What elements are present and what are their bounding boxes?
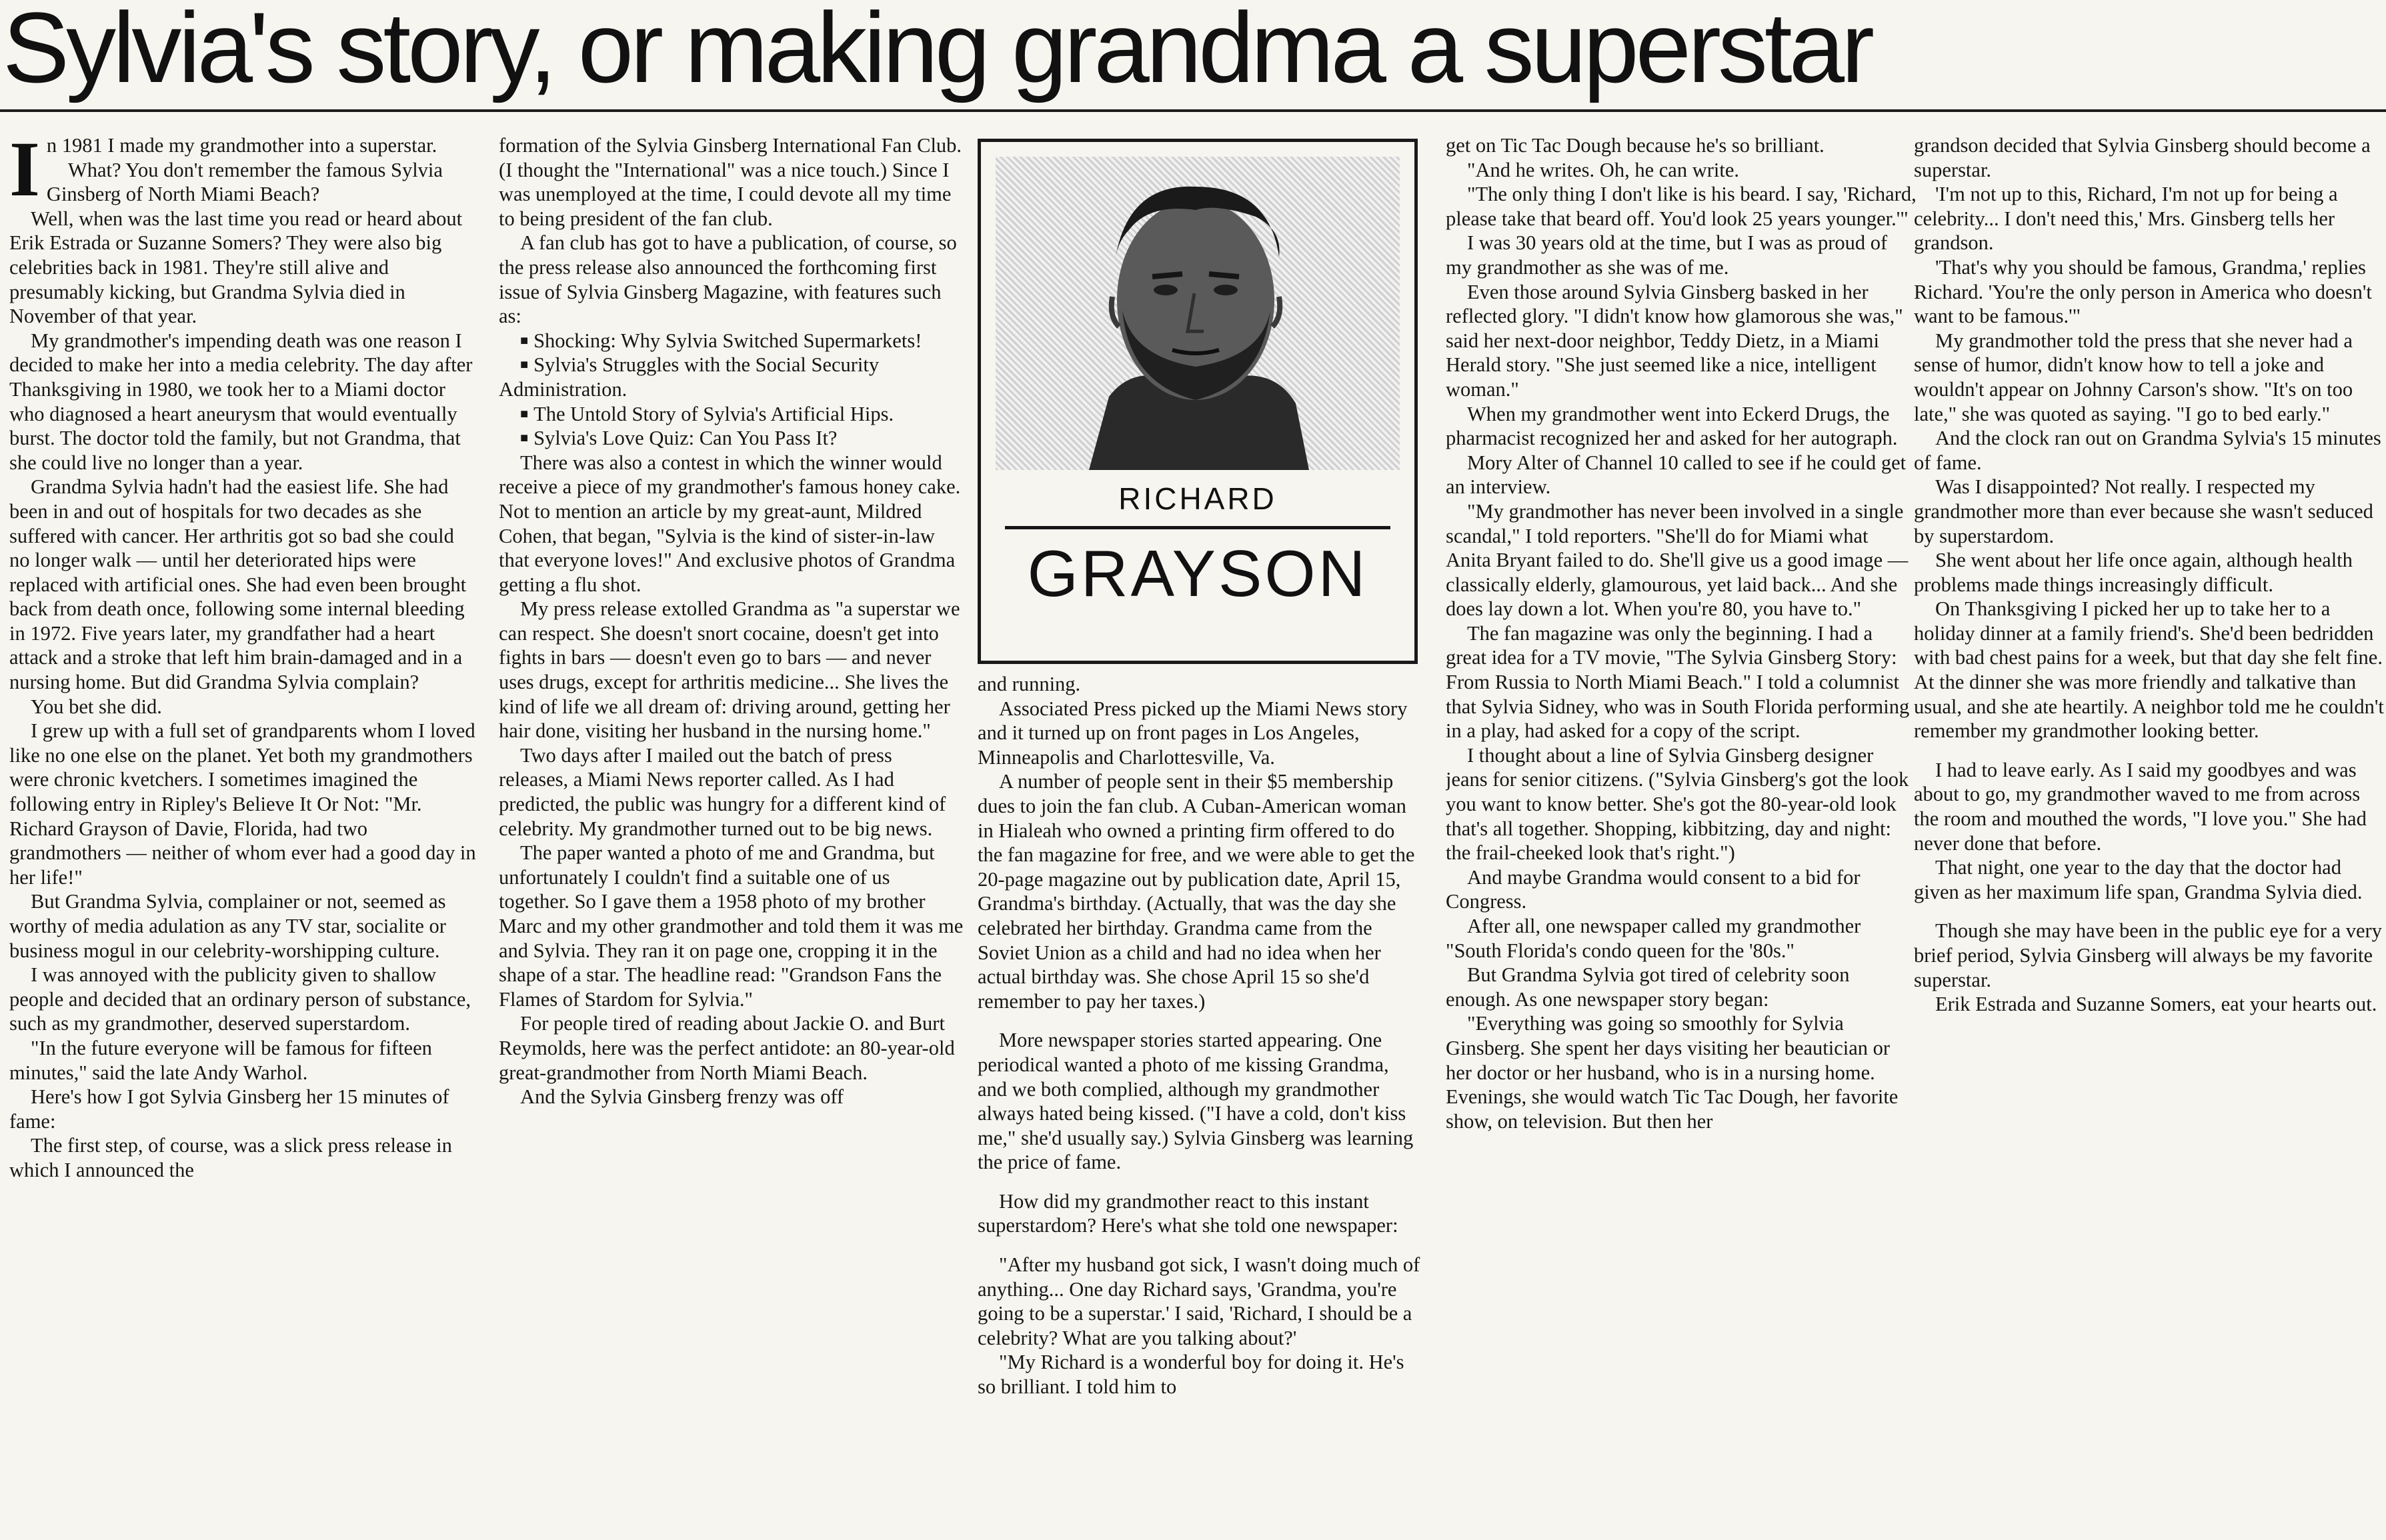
article-paragraph xyxy=(9,1133,476,1182)
article-paragraph xyxy=(1914,133,2384,182)
paragraph-text: I was annoyed with the publicity given to shallow people and decided that an ordinary person of substance, such as my grandmother, deserved superstardom. xyxy=(9,963,471,1035)
paragraph-text: I thought about a line of Sylvia Ginsberg designer jeans for senior citizens. ("Sylvia Ginsberg's got the look you want to know better. She's got the 80-year-old look that's all together. Shopping, kibbitzing, day and night: the frail-cheeked look that's right.") xyxy=(1446,743,1909,865)
paragraph-text: and running. xyxy=(978,673,1081,695)
paragraph-text: You bet she did. xyxy=(31,695,162,718)
article-paragraph xyxy=(9,719,476,889)
paragraph-text: But Grandma Sylvia, complainer or not, seemed as worthy of media adulation as any TV star, socialite or business mogul in our celebrity-worshipping culture. xyxy=(9,890,446,962)
article-paragraph xyxy=(1446,914,1917,963)
article-paragraph xyxy=(9,475,476,694)
article-paragraph xyxy=(1914,426,2384,475)
article-paragraph xyxy=(1446,451,1917,499)
headline: Sylvia's story, or making grandma a superstar xyxy=(3,0,1872,103)
article-paragraph xyxy=(1446,743,1917,865)
paragraph-text: "After my husband got sick, I wasn't doing much of anything... One day Richard says, 'Grandma, you're going to be a superstar.' I said, 'Richard, I should be a celebrity? What are you talking about?' xyxy=(978,1253,1420,1349)
paragraph-text: And the Sylvia Ginsberg frenzy was off xyxy=(520,1085,844,1109)
article-paragraph xyxy=(499,353,966,401)
article-paragraph xyxy=(1914,329,2384,426)
paragraph-text: A number of people sent in their $5 membership dues to join the fan club. A Cuban-American woman in Hialeah who owned a printing firm offered to do the fan magazine for free, and we were able to get the 20-page magazine out by publication date, April 15, Grandma's birthday. (Actually, that was the day she celebrated her birthday. Grandma came from the Soviet Union as a child and had no idea when her actual birthday was. She chose April 15 so she'd remember to pay her taxes.) xyxy=(978,770,1415,1013)
paragraph-text: get on Tic Tac Dough because he's so brilliant. xyxy=(1446,134,1825,157)
paragraph-text: When my grandmother went into Eckerd Drugs, the pharmacist recognized her and asked for her autograph. xyxy=(1446,402,1898,450)
article-paragraph xyxy=(9,329,476,475)
article-paragraph xyxy=(978,1189,1423,1238)
square-bullet-icon: ■ xyxy=(520,406,529,421)
paragraph-text: A fan club has got to have a publication, of course, so the press release also announced the forthcoming first issue of Sylvia Ginsberg Magazine, with features such as: xyxy=(499,231,957,328)
author-photo xyxy=(996,157,1400,470)
paragraph-text: How did my grandmother react to this instant superstardom? Here's what she told one newspaper: xyxy=(978,1189,1398,1237)
byline-first-name: RICHARD xyxy=(1118,481,1277,516)
article-paragraph xyxy=(1914,992,2384,1017)
paragraph-text: After all, one newspaper called my grandmother "South Florida's condo queen for the '80s." xyxy=(1446,915,1861,962)
paragraph-text: On Thanksgiving I picked her up to take her to a holiday dinner at a family friend's. She'd been bedridden with bad chest pains for a week, but that day she felt fine. At the dinner she was more friendly and talkative than usual, and she ate heartily. A neighbor told me he couldn't remember my grandmother looking better. xyxy=(1914,597,2384,743)
square-bullet-icon: ■ xyxy=(520,431,529,446)
paragraph-text: formation of the Sylvia Ginsberg International Fan Club. (I thought the "International" was a nice touch.) Since I was unemployed at the time, I could devote all my time to being president of the fan club. xyxy=(499,134,962,230)
column-5 xyxy=(1914,133,2384,1537)
paragraph-text: Sylvia's Struggles with the Social Security Administration. xyxy=(499,353,880,401)
paragraph-text: The fan magazine was only the beginning. I had a great idea for a TV movie, "The Sylvia Ginsberg Story: From Russia to North Miami Beach." I told a columnist that Sylvia Sidney, who was in South Florida performing in a play, had asked for a copy of the script. xyxy=(1446,621,1910,743)
paragraph-text: What? You don't remember the famous Sylvia Ginsberg of North Miami Beach? xyxy=(46,158,443,206)
paragraph-text: Was I disappointed? Not really. I respected my grandmother more than ever because she wasn't seduced by superstardom. xyxy=(1914,475,2373,547)
column-4 xyxy=(1446,133,1917,1537)
article-paragraph xyxy=(499,402,966,427)
article-paragraph xyxy=(1446,1011,1917,1133)
paragraph-text: Two days after I mailed out the batch of press releases, a Miami News reporter called. As I had predicted, the public was hungry for a different kind of celebrity. My grandmother turned out to be big news. xyxy=(499,743,946,840)
paragraph-text: n 1981 I made my grandmother into a superstar. xyxy=(46,134,437,157)
paragraph-text: I grew up with a full set of grandparents whom I loved like no one else on the planet. Yet both my grandmothers were chronic kvetchers. I sometimes imagined the following entry in Ripley's Believe It Or Not: "Mr. Richard Grayson of Davie, Florida, had two grandmothers — neither of whom ever had a good day in her life!" xyxy=(9,719,476,889)
article-paragraph xyxy=(1446,231,1917,279)
paragraph-text: Though she may have been in the public eye for a very brief period, Sylvia Ginsberg will always be my favorite superstar. xyxy=(1914,919,2382,991)
article-paragraph xyxy=(978,769,1423,1013)
article-paragraph xyxy=(1914,758,2384,855)
article-paragraph xyxy=(9,963,476,1036)
article-paragraph xyxy=(978,1253,1423,1350)
article-paragraph xyxy=(1446,280,1917,402)
article-paragraph xyxy=(1914,597,2384,743)
paragraph-text: My press release extolled Grandma as "a superstar we can respect. She doesn't snort cocaine, doesn't get into fights in bars — doesn't even go to bars — and never uses drugs, except for arthritis medicine... She lives the kind of life we all dream of: driving around, getting her hair done, visiting her husband in the nursing home." xyxy=(499,597,960,743)
paragraph-text: Associated Press picked up the Miami News story and it turned up on front pages in Los Angeles, Minneapolis and Charlottesville, Va. xyxy=(978,697,1408,769)
byline-rule xyxy=(1005,526,1390,529)
article-paragraph xyxy=(1446,621,1917,743)
paragraph-text: "My Richard is a wonderful boy for doing it. He's so brilliant. I told him to xyxy=(978,1351,1404,1399)
paragraph-text: I had to leave early. As I said my goodbyes and was about to go, my grandmother waved to me from across the room and mouthed the words, "I love you." She had never done that before. xyxy=(1914,758,2367,855)
paragraph-text: Here's how I got Sylvia Ginsberg her 15 minutes of fame: xyxy=(9,1085,449,1133)
column-1 xyxy=(9,133,476,1537)
article-paragraph xyxy=(499,329,966,353)
paragraph-text: Erik Estrada and Suzanne Somers, eat your hearts out. xyxy=(1935,993,2377,1016)
article-paragraph xyxy=(1914,855,2384,904)
article-paragraph xyxy=(9,158,476,207)
article-paragraph xyxy=(9,695,476,719)
paragraph-text: Shocking: Why Sylvia Switched Supermarkets! xyxy=(533,329,922,352)
paragraph-text: Grandma Sylvia hadn't had the easiest life. She had been in and out of hospitals for two decades as she suffered with cancer. Her arthritis got so bad she could no longer walk — until her deteriorated hips were replaced with artificial ones. She had even been brought back from death once, following some internal bleeding in 1972. Five years later, my grandfather had a heart attack and a stroke that left him brain-damaged and in a nursing home. But did Grandma Sylvia complain? xyxy=(9,475,467,694)
article-paragraph xyxy=(499,1085,966,1109)
article-paragraph xyxy=(1446,402,1917,451)
paragraph-text: The Untold Story of Sylvia's Artificial Hips. xyxy=(533,402,894,425)
article-paragraph xyxy=(1446,158,1917,183)
article-paragraph xyxy=(1914,255,2384,329)
paragraph-text: grandson decided that Sylvia Ginsberg should become a superstar. xyxy=(1914,134,2371,181)
article-paragraph xyxy=(499,451,966,597)
author-portrait-box xyxy=(978,139,1418,664)
article-paragraph xyxy=(1446,182,1917,231)
article-paragraph xyxy=(499,841,966,1011)
paragraph-text: There was also a contest in which the winner would receive a piece of my grandmother's famous honey cake. Not to mention an article by my great-aunt, Mildred Cohen, that began, "Sylvia is the kind of sister-in-law that everyone loves!" And exclusive photos of Grandma getting a flu shot. xyxy=(499,451,961,596)
article-paragraph xyxy=(1446,963,1917,1011)
paragraph-text: "Everything was going so smoothly for Sylvia Ginsberg. She spent her days visiting her beautician or her doctor or her husband, who is in a nursing home. Evenings, she would watch Tic Tac Dough, her favorite show, on television. But then her xyxy=(1446,1012,1899,1133)
paragraph-text: "In the future everyone will be famous for fifteen minutes," said the late Andy Warhol. xyxy=(9,1036,432,1084)
column-3 xyxy=(978,672,1423,1537)
article-paragraph xyxy=(9,1036,476,1085)
paragraph-text: She went about her life once again, although health problems made things increasingly difficult. xyxy=(1914,549,2353,596)
square-bullet-icon: ■ xyxy=(520,333,529,348)
article-paragraph xyxy=(1914,548,2384,597)
drop-cap: I xyxy=(9,133,40,213)
paragraph-text: Even those around Sylvia Ginsberg basked in her reflected glory. "I didn't know how glamorous she was," said her next-door neighbor, Teddy Dietz, in a Miami Herald story. "She just seemed like a nice, intelligent woman." xyxy=(1446,280,1903,401)
paragraph-text: My grandmother's impending death was one reason I decided to make her into a media celebrity. The day after Thanksgiving in 1980, we took her to a Miami doctor who diagnosed a heart aneurysm that would eventually burst. The doctor told the family, but not Grandma, that she could live no longer than a year. xyxy=(9,329,473,474)
author-portrait-illustration xyxy=(996,157,1400,470)
article-paragraph xyxy=(9,1085,476,1133)
paragraph-text: And the clock ran out on Grandma Sylvia's 15 minutes of fame. xyxy=(1914,427,2381,474)
article-paragraph xyxy=(978,697,1423,770)
paragraph-text: Well, when was the last time you read or heard about Erik Estrada or Suzanne Somers? They were also big celebrities back in 1981. They're still alive and presumably kicking, but Grandma Sylvia died in November of that year. xyxy=(9,207,463,328)
square-bullet-icon: ■ xyxy=(520,357,529,373)
paragraph-text: 'I'm not up to this, Richard, I'm not up for being a celebrity... I don't need this,' Mrs. Ginsberg tells her grandson. xyxy=(1914,183,2338,255)
paragraph-text: Mory Alter of Channel 10 called to see if he could get an interview. xyxy=(1446,451,1907,499)
column-2 xyxy=(499,133,966,1537)
article-paragraph xyxy=(499,597,966,743)
paragraph-text: "My grandmother has never been involved in a single scandal," I told reporters. "She'll do for Miami what Anita Bryant failed to do. She'll give us a good image — classically elderly, glamourous, yet laid back... And she does lay down a lot. When you're 80, you have to." xyxy=(1446,499,1909,621)
article-paragraph xyxy=(1914,475,2384,548)
paragraph-text: That night, one year to the day that the doctor had given as her maximum life span, Grandma Sylvia died. xyxy=(1914,856,2363,903)
paragraph-text: The paper wanted a photo of me and Grandma, but unfortunately I couldn't find a suitable one of us together. So I gave them a 1958 photo of my brother Marc and my other grandmother and told them it was me and Sylvia. They ran it on page one, cropping it in the shape of a star. The headline read: "Grandson Fans the Flames of Stardom for Sylvia." xyxy=(499,841,964,1011)
paragraph-text: 'That's why you should be famous, Grandma,' replies Richard. 'You're the only person in America who doesn't want to be famous.'" xyxy=(1914,255,2372,328)
article-paragraph xyxy=(1446,499,1917,621)
article-paragraph xyxy=(499,133,966,231)
article-paragraph xyxy=(1914,919,2384,992)
article-paragraph xyxy=(1446,865,1917,914)
paragraph-text: More newspaper stories started appearing. One periodical wanted a photo of me kissing Grandma, and we both complied, although my grandmother always hated being kissed. ("I have a cold, don't kiss me," she'd usually say.) Sylvia Ginsberg was learning the price of fame. xyxy=(978,1029,1414,1174)
article-paragraph xyxy=(499,231,966,328)
paragraph-text: And maybe Grandma would consent to a bid for Congress. xyxy=(1446,865,1861,913)
article-paragraph xyxy=(9,889,476,963)
paragraph-text: But Grandma Sylvia got tired of celebrity soon enough. As one newspaper story began: xyxy=(1446,963,1850,1011)
article-paragraph xyxy=(1446,133,1917,158)
article-paragraph xyxy=(978,1028,1423,1175)
article-paragraph xyxy=(978,672,1423,697)
headline-rule xyxy=(0,109,2386,112)
paragraph-text: My grandmother told the press that she never had a sense of humor, didn't know how to tell a joke and wouldn't appear on Johnny Carson's show. "It's on too late," she was quoted as saying. "I go to bed early." xyxy=(1914,329,2353,425)
paragraph-text: "The only thing I don't like is his beard. I say, 'Richard, please take that beard off. You'd look 25 years younger.'" xyxy=(1446,183,1917,230)
paragraph-text: For people tired of reading about Jackie O. and Burt Reymolds, here was the perfect antidote: an 80-year-old great-grandmother from North Miami Beach. xyxy=(499,1012,955,1084)
article-paragraph xyxy=(499,426,966,451)
paragraph-text: The first step, of course, was a slick press release in which I announced the xyxy=(9,1134,452,1181)
article-paragraph xyxy=(1914,182,2384,255)
article-paragraph xyxy=(499,1011,966,1085)
paragraph-text: I was 30 years old at the time, but I was as proud of my grandmother as she was of me. xyxy=(1446,231,1888,279)
article-paragraph xyxy=(499,743,966,841)
paragraph-text: "And he writes. Oh, he can write. xyxy=(1467,158,1739,181)
paragraph-text: Sylvia's Love Quiz: Can You Pass It? xyxy=(533,427,838,450)
article-paragraph xyxy=(978,1350,1423,1399)
byline-last-name: GRAYSON xyxy=(1027,537,1368,610)
article-paragraph xyxy=(9,207,476,329)
